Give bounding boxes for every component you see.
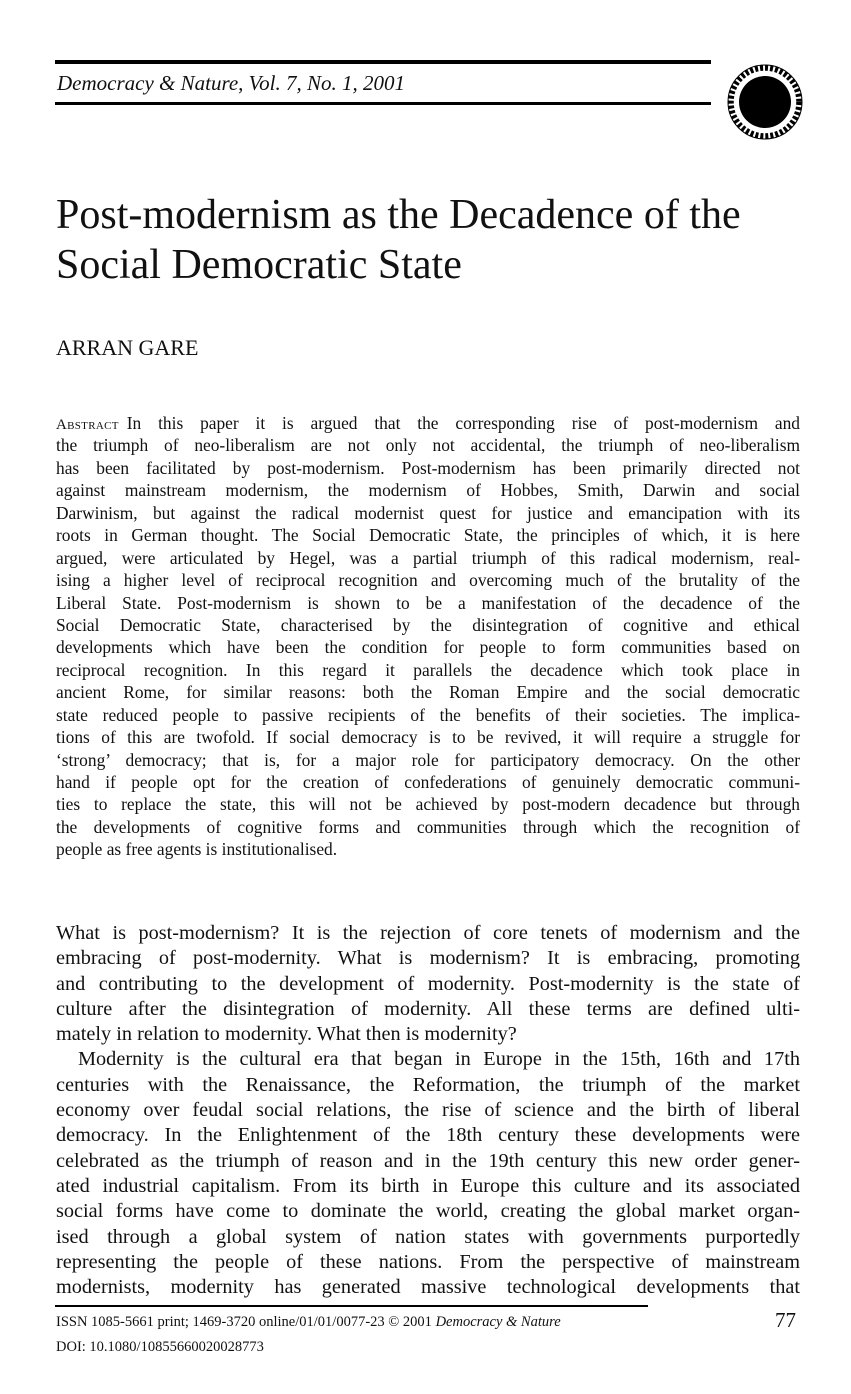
body-line: modernists, modernity has generated massive technological developments that: [56, 1276, 800, 1299]
running-head: Democracy & Nature, Vol. 7, No. 1, 2001: [57, 71, 406, 95]
abstract-line: against mainstream modernism, the modernism of Hobbes, Smith, Darwin and social: [56, 480, 800, 501]
abstract-line: reciprocal recognition. In this regard it parallels the decadence which took place in: [56, 659, 800, 680]
body-line: mately in relation to modernity. What then is modernity?: [56, 1023, 517, 1046]
body-line: ated industrial capitalism. From its birth in Europe this culture and its associated: [56, 1174, 800, 1197]
body-text: [56, 921, 800, 1300]
abstract-line: people as free agents is institutionalised.: [56, 839, 338, 860]
abstract-line: tions of this are twofold. If social democracy is to be revived, it will require a struggle for: [56, 727, 800, 748]
page-number: 77: [775, 1308, 796, 1332]
body-line: Modernity is the cultural era that began in Europe in the 15th, 16th and 17th: [78, 1048, 800, 1071]
header-rule-bottom: [55, 102, 711, 105]
body-line: What is post-modernism? It is the rejection of core tenets of modernism and the: [56, 922, 800, 944]
abstract-line: roots in German thought. The Social Democratic State, the principles of which, it is here: [56, 525, 800, 546]
abstract-line: Liberal State. Post-modernism is shown to be a manifestation of the decadence of the: [56, 592, 800, 613]
body-line: democracy. In the Enlightenment of the 18th century these developments were: [56, 1124, 800, 1147]
abstract-line: argued, were articulated by Hegel, was a partial triumph of this radical modernism, real-: [56, 547, 800, 568]
abstract-line: ‘strong’ democracy; that is, for a major role for participatory democracy. On the other: [56, 749, 800, 770]
issn-text: ISSN 1085-5661 print; 1469-3720 online/01/01/0077-23 © 2001: [56, 1314, 432, 1330]
abstract-line: ancient Rome, for similar reasons: both the Roman Empire and the social democratic: [56, 682, 800, 703]
abstract-line: Social Democratic State, characterised by the disintegration of cognitive and ethical: [56, 614, 800, 635]
abstract-line-text: In this paper it is argued that the corresponding rise of post-modernism and: [126, 413, 800, 433]
body-line: culture after the disintegration of modernity. All these terms are defined ulti-: [56, 997, 800, 1020]
body-line: ised through a global system of nation states with governments purportedly: [56, 1225, 800, 1248]
footer-issn: [56, 1313, 561, 1331]
body-line: economy over feudal social relations, the rise of science and the birth of liberal: [56, 1099, 800, 1122]
footer-doi: DOI: 10.1080/10855660020028773: [56, 1339, 264, 1355]
abstract: [56, 412, 800, 861]
abstract-label: Abstract: [56, 417, 119, 433]
body-line: and contributing to the development of modernity. Post-modernity is the state of: [56, 972, 800, 995]
abstract-line: has been facilitated by post-modernism. Post-modernism has been primarily directed not: [56, 457, 800, 478]
issn-journal: Democracy & Nature: [435, 1314, 561, 1330]
title-line: Social Democratic State: [56, 242, 462, 288]
author-name: ARRAN GARE: [56, 335, 199, 360]
abstract-line: ising a higher level of reciprocal recognition and overcoming much of the brutality of the: [56, 570, 800, 591]
body-line: representing the people of these nations. From the perspective of mainstream: [56, 1250, 800, 1273]
title-line: Post-modernism as the Decadence of the: [56, 192, 741, 238]
body-line: social forms have come to dominate the world, creating the global market organ-: [56, 1200, 800, 1223]
abstract-line: the triumph of neo-liberalism are not only not accidental, the triumph of neo-liberalism: [56, 435, 800, 456]
abstract-line: ties to replace the state, this will not be achieved by post-modern decadence but through: [56, 794, 800, 815]
abstract-line: state reduced people to passive recipients of the benefits of their societies. The implica-: [56, 704, 800, 725]
body-line: centuries with the Renaissance, the Reformation, the triumph of the market: [56, 1073, 800, 1096]
footer-rule: [55, 1305, 648, 1307]
article-title: [56, 190, 816, 290]
abstract-line: the developments of cognitive forms and communities through which the recognition of: [56, 816, 800, 837]
abstract-line: developments which have been the condition for people to form communities based on: [56, 637, 800, 658]
abstract-line: Darwinism, but against the radical modernist quest for justice and emancipation with its: [56, 502, 800, 523]
abstract-line: hand if people opt for the creation of confederations of genuinely democratic communi-: [56, 772, 800, 792]
carfax-publishing-logo-icon: [722, 62, 808, 142]
header-rule-top: [55, 60, 711, 64]
abstract-line: [56, 412, 800, 434]
body-line: celebrated as the triumph of reason and in the 19th century this new order gener-: [56, 1149, 800, 1172]
body-line: embracing of post-modernity. What is modernism? It is embracing, promoting: [56, 947, 800, 970]
